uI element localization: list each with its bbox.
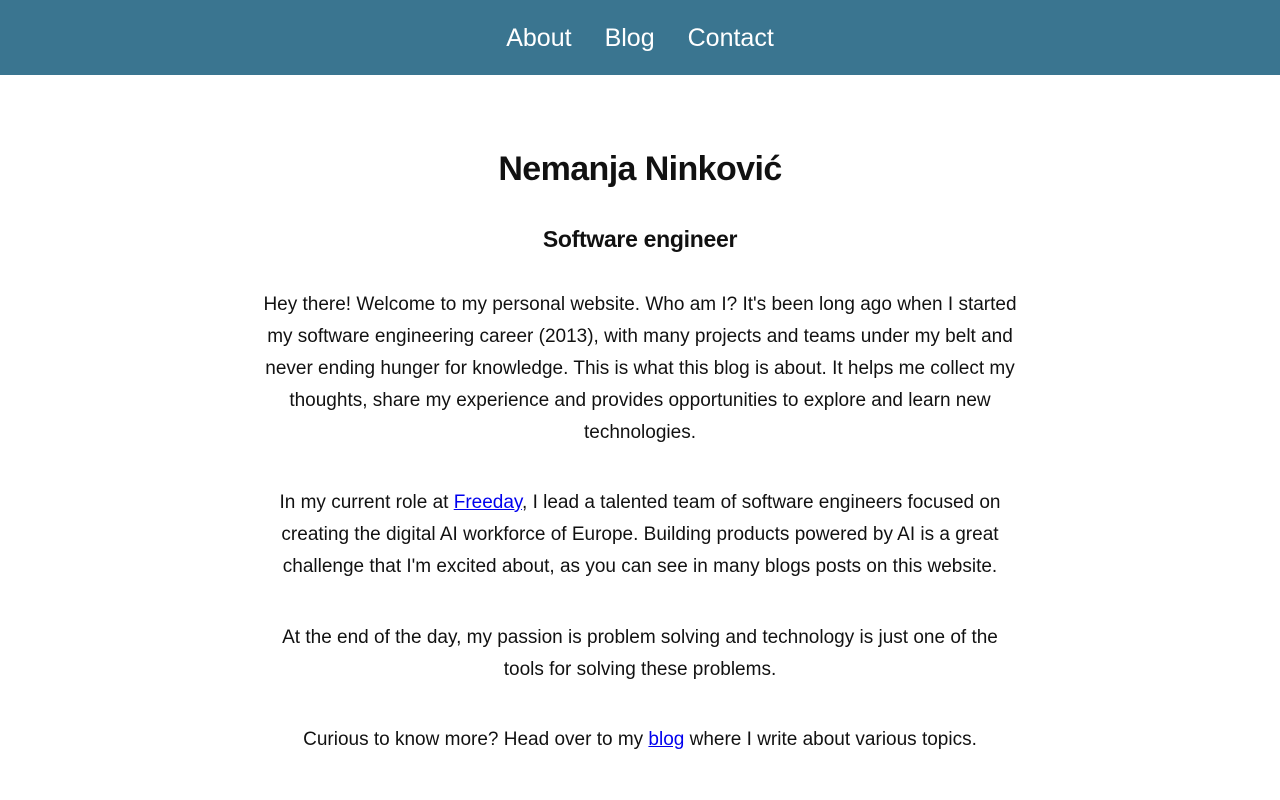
page-subtitle: Software engineer [542,226,738,252]
freeday-link[interactable]: Freeday [453,492,523,513]
nav-link-about[interactable]: About [506,24,572,52]
current-role-text-end: , I lead a talented team of software engineers focused on creating the digital AI workforce of Europe. Building products powered by AI is a great challenge that I'm excited about, as you can see in many blogs posts on this website. [281,492,1001,577]
current-role-text-start: In my current role at [279,492,454,513]
blog-cta-paragraph [260,724,1020,756]
main-content [260,75,1020,756]
blog-cta-text-end: where I write about various topics. [684,729,977,750]
page-title: Nemanja Ninković [498,150,782,188]
nav-link-contact[interactable]: Contact [687,24,774,52]
passion-paragraph: At the end of the day, my passion is problem solving and technology is just one of the tools for solving these problems. [282,627,998,680]
intro-paragraph: Hey there! Welcome to my personal website. Who am I? It's been long ago when I started my software engineering career (2013), with many projects and teams under my belt and never ending hunger for knowledge. This is what this blog is about. It helps me collect my thoughts, share my experience and provides opportunities to explore and learn new technologies. [263,294,1017,443]
current-role-paragraph [260,487,1020,583]
nav-link-blog[interactable]: Blog [604,24,655,52]
blog-link[interactable]: blog [648,729,685,750]
top-navigation [0,0,1280,75]
blog-cta-text-start: Curious to know more? Head over to my [303,729,649,750]
